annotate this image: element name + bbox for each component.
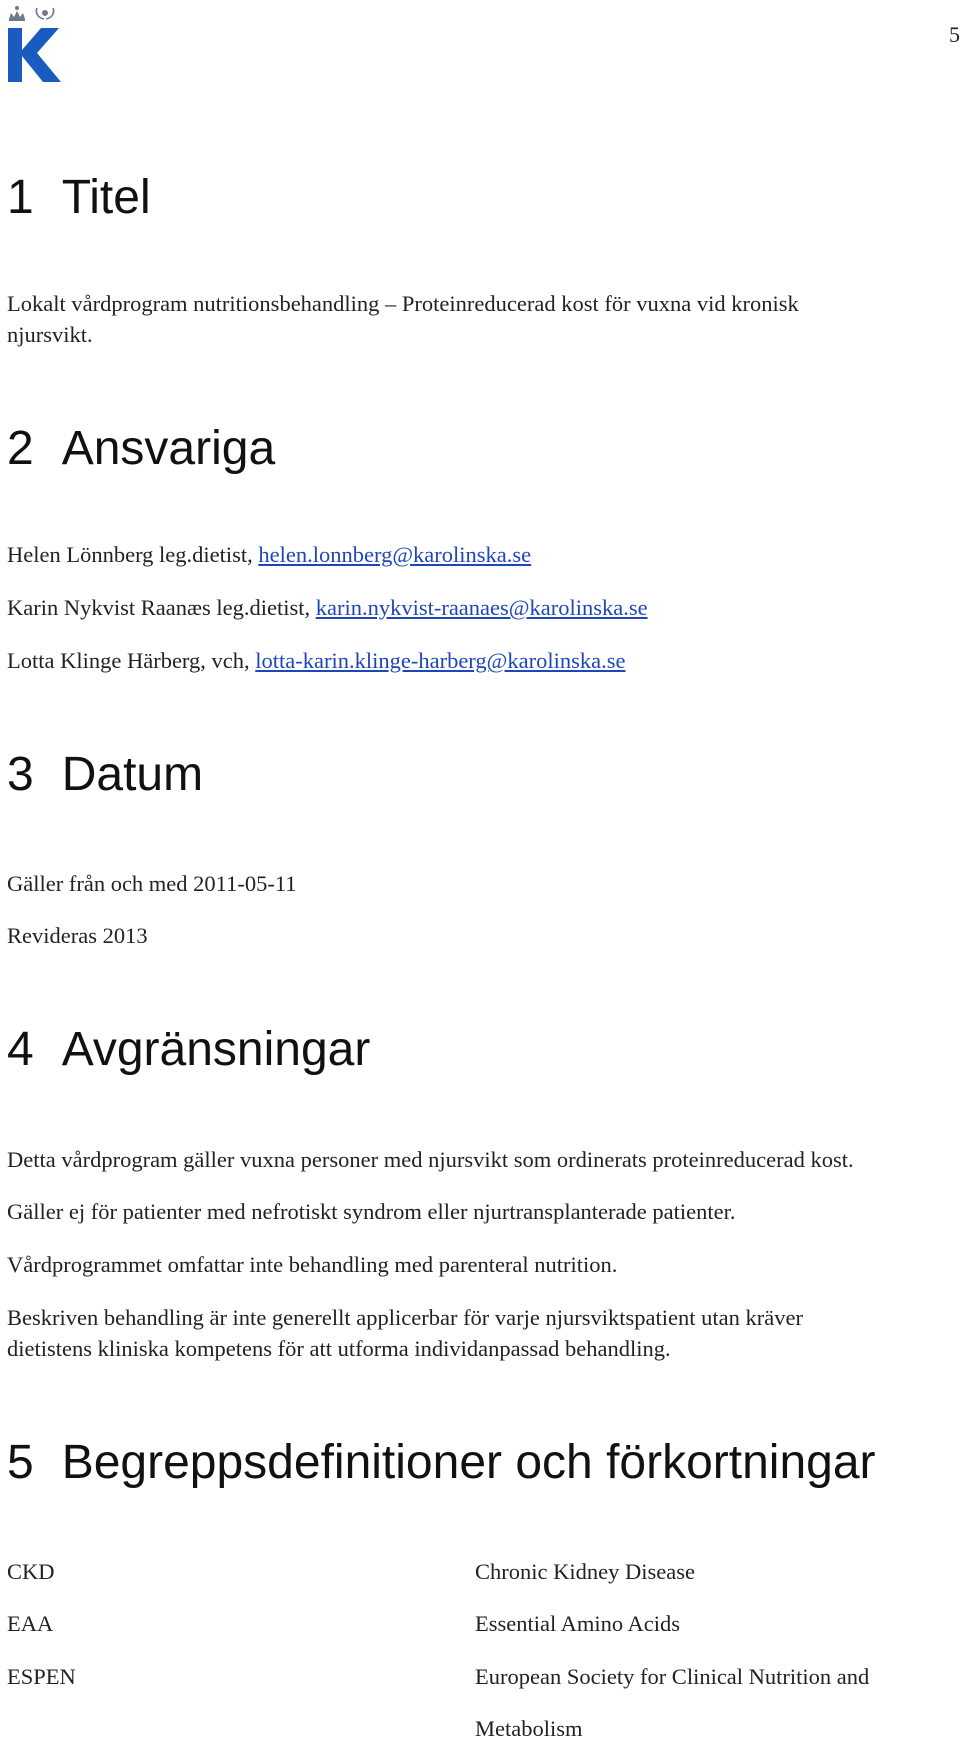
section-title: Titel [61,171,151,224]
contact-helen [7,539,531,570]
section-title: Begreppsdefinitioner och förkortningar [61,1436,876,1489]
section-5-heading [7,1435,876,1491]
section-title: Avgränsningar [61,1023,371,1076]
page-number: 5 [949,22,960,47]
section-title: Datum [61,748,204,801]
email-link[interactable]: lotta-karin.klinge-harberg@karolinska.se [255,648,626,673]
section-number: 1 [7,171,34,224]
section-4-heading [7,1022,370,1078]
title-line-2: njursvikt. [7,322,93,347]
scope-line-3: Vårdprogrammet omfattar inte behandling med parenteral nutrition. [7,1252,618,1277]
scope-line-1: Detta vårdprogram gäller vuxna personer med njursvikt som ordinerats proteinreducerad kost. [7,1147,854,1172]
section-number: 3 [7,748,34,801]
section-number: 2 [7,422,34,475]
definition-espen: European Society for Clinical Nutrition and Metabolism [475,1664,870,1741]
section-1-heading [7,170,151,226]
section-3-heading [7,747,203,803]
valid-from: Gäller från och med 2011-05-11 [7,871,297,896]
section-number: 4 [7,1023,34,1076]
contact-name: Lotta Klinge Härberg, vch, [7,648,256,673]
scope-line-2: Gäller ej för patienter med nefrotiskt syndrom eller njurtransplanterade patienter. [7,1199,736,1224]
definition-ckd: Chronic Kidney Disease [475,1559,695,1584]
revision-year: Revideras 2013 [7,923,148,948]
section-number: 5 [7,1436,34,1489]
crown-k-logo-icon [7,4,61,86]
term-espen: ESPEN [7,1664,76,1689]
term-eaa: EAA [7,1611,54,1636]
definition-eaa: Essential Amino Acids [475,1611,680,1636]
contact-name: Karin Nykvist Raanæs leg.dietist, [7,595,316,620]
scope-line-5: dietistens kliniska kompetens för att utforma individanpassad behandling. [7,1336,671,1361]
email-link[interactable]: helen.lonnberg@karolinska.se [258,542,532,567]
contact-karin [7,592,648,623]
contact-lotta [7,645,625,676]
term-ckd: CKD [7,1559,55,1584]
title-line-1: Lokalt vårdprogram nutritionsbehandling – Proteinreducerad kost för vuxna vid kronisk [7,291,799,316]
section-2-heading [7,421,275,477]
scope-line-4: Beskriven behandling är inte generellt applicerbar för varje njursviktspatient utan kräver [7,1305,803,1330]
karolinska-logo [7,4,61,86]
email-link[interactable]: karin.nykvist-raanaes@karolinska.se [315,595,648,620]
section-title: Ansvariga [61,422,276,475]
contact-name: Helen Lönnberg leg.dietist, [7,542,259,567]
